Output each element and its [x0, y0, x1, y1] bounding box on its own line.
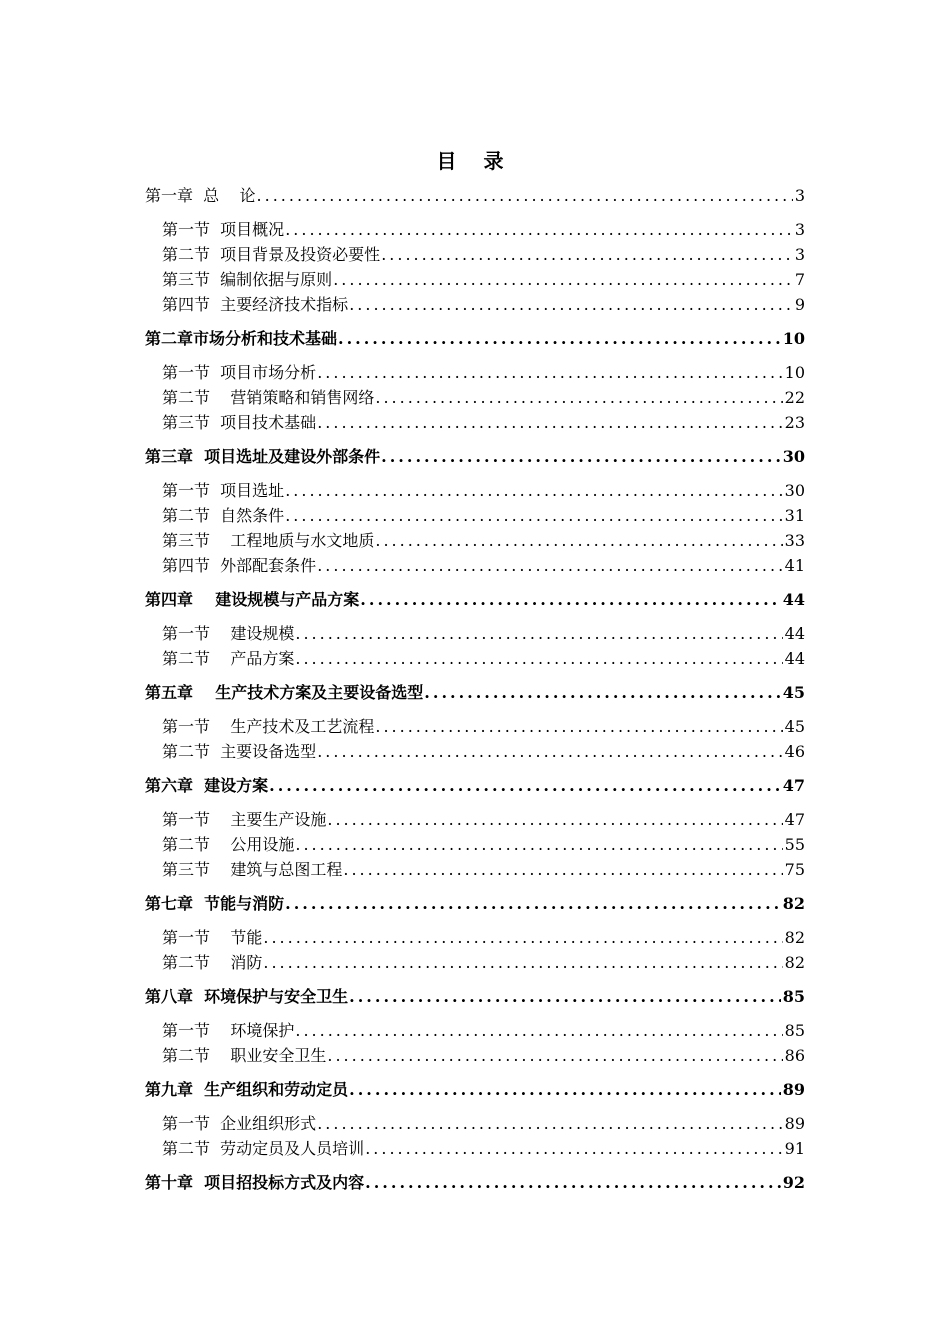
toc-entry-label: 第九章 生产组织和劳动定员 — [145, 1080, 349, 1099]
toc-page-number: 41 — [784, 556, 805, 575]
toc-entry-label: 第三节 项目技术基础 — [162, 413, 317, 432]
toc-chapter-entry[interactable] — [145, 984, 805, 1009]
toc-entry-label: 第一节 项目概况 — [162, 220, 285, 239]
toc-page-number: 44 — [784, 624, 805, 643]
toc-entry-label: 第一节 项目市场分析 — [162, 363, 317, 382]
toc-page-number: 46 — [784, 742, 805, 761]
toc-entry-label: 第三节 编制依据与原则 — [162, 270, 333, 289]
toc-section-entry[interactable] — [145, 646, 805, 671]
toc-dot-leader — [333, 267, 793, 292]
toc-entry-label: 第七章 节能与消防 — [145, 894, 285, 913]
toc-section-entry[interactable] — [145, 503, 805, 528]
toc-section-entry[interactable] — [145, 739, 805, 764]
toc-entry-label: 第四节 主要经济技术指标 — [162, 295, 349, 314]
toc-dot-leader — [375, 528, 782, 553]
toc-chapter-entry[interactable] — [145, 587, 805, 612]
toc-dot-leader — [317, 410, 782, 435]
toc-dot-leader — [263, 950, 782, 975]
toc-page-number: 23 — [784, 413, 805, 432]
toc-dot-leader — [360, 587, 780, 612]
toc-page-number: 75 — [784, 860, 805, 879]
toc-page-number: 47 — [784, 810, 805, 829]
toc-page-number: 3 — [794, 245, 805, 264]
toc-entry-label: 第一节 建设规模 — [162, 624, 295, 643]
toc-entry-label: 第五章 生产技术方案及主要设备选型 — [145, 683, 424, 702]
toc-page-number: 22 — [784, 388, 805, 407]
toc-page-number: 30 — [782, 447, 805, 466]
toc-section-entry[interactable] — [145, 217, 805, 242]
toc-chapter-entry[interactable] — [145, 1170, 805, 1195]
toc-dot-leader — [295, 832, 782, 857]
toc-entry-label: 第二节 营销策略和销售网络 — [162, 388, 375, 407]
toc-section-entry[interactable] — [145, 857, 805, 882]
toc-chapter-entry[interactable] — [145, 773, 805, 798]
toc-dot-leader — [349, 984, 781, 1009]
toc-page-number: 82 — [782, 894, 805, 913]
toc-entry-label: 第八章 环境保护与安全卫生 — [145, 987, 349, 1006]
toc-page-number: 3 — [794, 220, 805, 239]
toc-section-entry[interactable] — [145, 832, 805, 857]
toc-section-entry[interactable] — [145, 1136, 805, 1161]
toc-page-number: 55 — [784, 835, 805, 854]
toc-dot-leader — [343, 857, 782, 882]
toc-page-number: 31 — [784, 506, 805, 525]
toc-dot-leader — [381, 242, 793, 267]
toc-page-number: 45 — [784, 717, 805, 736]
toc-page-number: 3 — [794, 186, 805, 205]
toc-section-entry[interactable] — [145, 1043, 805, 1068]
toc-dot-leader — [327, 807, 782, 832]
toc-entry-label: 第一节 主要生产设施 — [162, 810, 327, 829]
toc-dot-leader — [365, 1170, 781, 1195]
toc-dot-leader — [375, 385, 782, 410]
toc-dot-leader — [349, 1077, 781, 1102]
toc-section-entry[interactable] — [145, 242, 805, 267]
toc-entry-label: 第四节 外部配套条件 — [162, 556, 317, 575]
toc-entry-label: 第一节 生产技术及工艺流程 — [162, 717, 375, 736]
toc-dot-leader — [349, 292, 793, 317]
toc-page-number: 47 — [782, 776, 805, 795]
toc-entry-label: 第二节 项目背景及投资必要性 — [162, 245, 381, 264]
toc-entry-label: 第四章 建设规模与产品方案 — [145, 590, 360, 609]
toc-page-number: 82 — [784, 953, 805, 972]
toc-dot-leader — [327, 1043, 782, 1068]
toc-page-number: 85 — [782, 987, 805, 1006]
toc-page-number: 30 — [784, 481, 805, 500]
toc-dot-leader — [317, 1111, 782, 1136]
toc-chapter-entry[interactable] — [145, 183, 805, 208]
toc-entry-label: 第一节 项目选址 — [162, 481, 285, 500]
toc-section-entry[interactable] — [145, 950, 805, 975]
toc-dot-leader — [285, 217, 793, 242]
toc-dot-leader — [285, 891, 781, 916]
toc-entry-label: 第二章市场分析和技术基础 — [145, 329, 338, 348]
toc-dot-leader — [338, 326, 781, 351]
toc-section-entry[interactable] — [145, 292, 805, 317]
toc-section-entry[interactable] — [145, 267, 805, 292]
toc-entry-label: 第三节 工程地质与水文地质 — [162, 531, 375, 550]
toc-entry-label: 第二节 主要设备选型 — [162, 742, 317, 761]
toc-dot-leader — [365, 1136, 782, 1161]
toc-dot-leader — [317, 739, 782, 764]
toc-title: 目 录 — [436, 149, 514, 173]
toc-dot-leader — [295, 1018, 782, 1043]
toc-page-number: 86 — [784, 1046, 805, 1065]
toc-page-number: 44 — [784, 649, 805, 668]
toc-page-number: 91 — [784, 1139, 805, 1158]
toc-dot-leader — [263, 925, 782, 950]
toc-section-entry[interactable] — [145, 621, 805, 646]
toc-section-entry[interactable] — [145, 1018, 805, 1043]
toc-chapter-entry[interactable] — [145, 326, 805, 351]
toc-chapter-entry[interactable] — [145, 444, 805, 469]
toc-entry-label: 第二节 公用设施 — [162, 835, 295, 854]
toc-entry-label: 第一章 总 论 — [145, 186, 256, 205]
toc-dot-leader — [295, 621, 782, 646]
toc-section-entry[interactable] — [145, 410, 805, 435]
toc-dot-leader — [269, 773, 781, 798]
toc-entry-label: 第十章 项目招投标方式及内容 — [145, 1173, 365, 1192]
toc-dot-leader — [381, 444, 781, 469]
toc-entry-label: 第六章 建设方案 — [145, 776, 269, 795]
toc-dot-leader — [285, 503, 782, 528]
toc-page-number: 89 — [782, 1080, 805, 1099]
toc-page-number: 45 — [782, 683, 805, 702]
toc-entry-label: 第三节 建筑与总图工程 — [162, 860, 343, 879]
toc-page-number: 10 — [782, 329, 805, 348]
toc-page-number: 7 — [794, 270, 805, 289]
toc-chapter-entry[interactable] — [145, 1077, 805, 1102]
toc-entry-label: 第一节 企业组织形式 — [162, 1114, 317, 1133]
toc-dot-leader — [375, 714, 782, 739]
toc-section-entry[interactable] — [145, 385, 805, 410]
toc-section-entry[interactable] — [145, 714, 805, 739]
toc-page-number: 9 — [794, 295, 805, 314]
toc-dot-leader — [317, 360, 782, 385]
toc-chapter-entry[interactable] — [145, 680, 805, 705]
toc-dot-leader — [285, 478, 782, 503]
toc-list — [145, 183, 805, 1204]
toc-page-number: 33 — [784, 531, 805, 550]
toc-page-number: 92 — [782, 1173, 805, 1192]
toc-section-entry[interactable] — [145, 807, 805, 832]
toc-section-entry[interactable] — [145, 360, 805, 385]
toc-entry-label: 第一节 环境保护 — [162, 1021, 295, 1040]
toc-dot-leader — [424, 680, 780, 705]
toc-page-number: 89 — [784, 1114, 805, 1133]
toc-section-entry[interactable] — [145, 553, 805, 578]
toc-entry-label: 第二节 消防 — [162, 953, 263, 972]
toc-entry-label: 第二节 自然条件 — [162, 506, 285, 525]
toc-entry-label: 第三章 项目选址及建设外部条件 — [145, 447, 381, 466]
toc-chapter-entry[interactable] — [145, 891, 805, 916]
toc-entry-label: 第一节 节能 — [162, 928, 263, 947]
toc-dot-leader — [317, 553, 782, 578]
toc-entry-label: 第二节 产品方案 — [162, 649, 295, 668]
toc-page-number: 44 — [782, 590, 805, 609]
toc-page-number: 85 — [784, 1021, 805, 1040]
toc-section-entry[interactable] — [145, 528, 805, 553]
toc-page-number: 82 — [784, 928, 805, 947]
toc-section-entry[interactable] — [145, 925, 805, 950]
toc-dot-leader — [295, 646, 782, 671]
toc-section-entry[interactable] — [145, 1111, 805, 1136]
toc-page-number: 10 — [784, 363, 805, 382]
toc-section-entry[interactable] — [145, 478, 805, 503]
toc-dot-leader — [257, 183, 793, 208]
toc-entry-label: 第二节 劳动定员及人员培训 — [162, 1139, 365, 1158]
toc-entry-label: 第二节 职业安全卫生 — [162, 1046, 327, 1065]
